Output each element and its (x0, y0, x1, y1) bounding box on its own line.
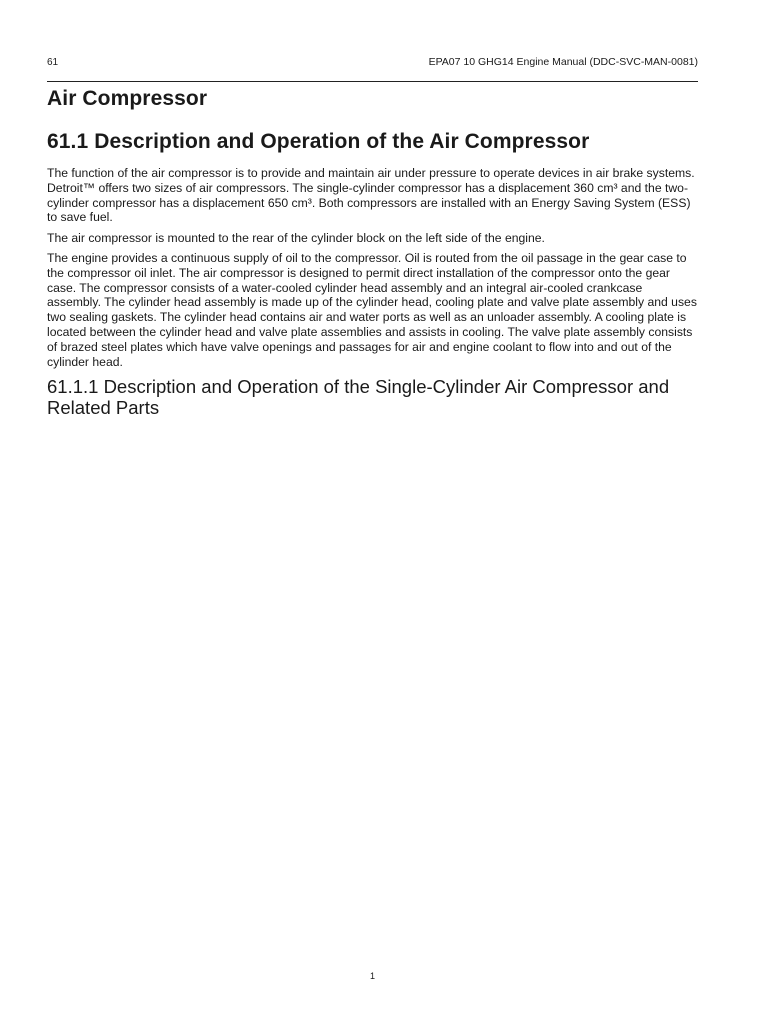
section-title: 61.1 Description and Operation of the Air Compressor (47, 130, 590, 153)
page-header (47, 55, 698, 82)
chapter-title: Air Compressor (47, 87, 208, 110)
paragraph-mounting: The air compressor is mounted to the rear of the cylinder block on the left side of the engine. (47, 231, 545, 245)
paragraph-function: The function of the air compressor is to provide and maintain air under pressure to operate devices in air brake systems. Detroit™ offers two sizes of air compressors. The single-cylinder compressor has a displacement 360 cm³ and the two-cylinder compressor has a displacement 650 cm³. Both compressors are installed with an Energy Saving System (ESS) to save fuel. (47, 166, 695, 225)
header-manual-title: EPA07 10 GHG14 Engine Manual (DDC-SVC-MAN-0081) (428, 56, 698, 68)
footer-page-number: 1 (369, 971, 375, 981)
paragraph-oil-supply: The engine provides a continuous supply of oil to the compressor. Oil is routed from the oil passage in the gear case to the compressor oil inlet. The air compressor is designed to permit direct installation of the compressor onto the gear case. The compressor consists of a water-cooled cylinder head assembly and an integral air-cooled crankcase assembly. The cylinder head assembly is made up of the cylinder head, cooling plate and valve plate assembly and uses two sealing gaskets. The cylinder head contains air and water ports as well as an unloader assembly. A cooling plate is located between the cylinder head and valve plate assemblies and assists in cooling. The valve plate assembly consists of brazed steel plates which have valve openings and passages for air and engine coolant to flow into and out of the cylinder head. (47, 251, 697, 369)
header-page-number: 61 (47, 57, 59, 68)
subsection-title: 61.1.1 Description and Operation of the Single-Cylinder Air Compressor and Related Parts (47, 376, 670, 418)
document-page (47, 0, 698, 1024)
